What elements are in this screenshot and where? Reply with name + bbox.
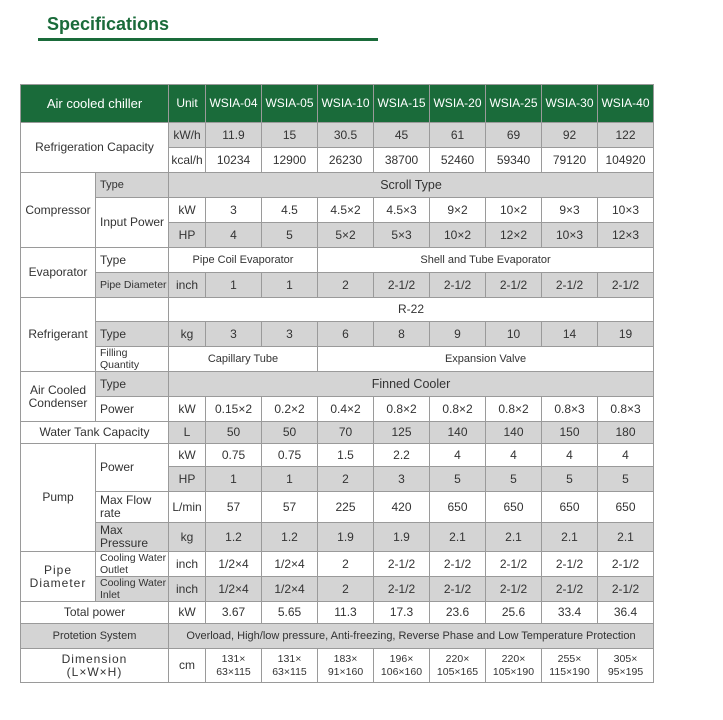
value-cell: 12×3 [598,223,654,248]
table-row [21,322,654,347]
value-cell: 30.5 [318,123,374,148]
value-cell: 2-1/2 [374,273,430,298]
table-row [21,552,654,577]
total-power-label: Total power [21,602,169,624]
value-cell: 69 [486,123,542,148]
value-cell: 10×2 [430,223,486,248]
value-cell: 5 [598,467,654,492]
value-cell: 50 [206,422,262,444]
filling-quantity-label: Filling Quantity [96,347,169,372]
unit-cell: kW [169,198,206,223]
unit-cell: inch [169,273,206,298]
value-cell: 650 [598,492,654,523]
value-cell: 1/2×4 [262,552,318,577]
model-header: WSIA-25 [486,85,542,123]
value-cell: 2.1 [486,523,542,552]
value-cell: 50 [262,422,318,444]
unit-cell: kW [169,444,206,467]
value-cell: 5×3 [374,223,430,248]
compressor-type-label: Type [96,173,169,198]
value-cell: 2-1/2 [542,273,598,298]
unit-cell: HP [169,467,206,492]
value-cell: 1/2×4 [206,577,262,602]
value-cell: 11.3 [318,602,374,624]
evaporator-type-b: Shell and Tube Evaporator [318,248,654,273]
condenser-label: Air Cooled Condenser [21,372,96,422]
value-cell: 225 [318,492,374,523]
value-cell: 131× 63×115 [206,649,262,683]
protection-label: Protetion System [21,624,169,649]
table-row [21,444,654,467]
value-cell: 2-1/2 [598,552,654,577]
value-cell: 1 [262,467,318,492]
value-cell: 8 [374,322,430,347]
value-cell: 150 [542,422,598,444]
table-row [21,298,654,322]
unit-cell: inch [169,552,206,577]
value-cell: 1/2×4 [206,552,262,577]
value-cell: 0.8×2 [430,397,486,422]
evaporator-type-label: Type [96,248,169,273]
value-cell: 0.4×2 [318,397,374,422]
protection-value: Overload, High/low pressure, Anti-freezing, Reverse Phase and Low Temperature Protection [169,624,654,649]
value-cell: 5×2 [318,223,374,248]
table-row [21,649,654,683]
value-cell: 12900 [262,148,318,173]
value-cell: 2-1/2 [374,577,430,602]
table-row [21,577,654,602]
unit-cell: kW [169,602,206,624]
value-cell: 305× 95×195 [598,649,654,683]
value-cell: 2-1/2 [486,273,542,298]
value-cell: 1.9 [318,523,374,552]
value-cell: 196× 106×160 [374,649,430,683]
value-cell: 2-1/2 [542,552,598,577]
unit-cell: kcal/h [169,148,206,173]
table-row [21,347,654,372]
value-cell: 15 [262,123,318,148]
value-cell: 4.5 [262,198,318,223]
value-cell: 26230 [318,148,374,173]
unit-cell: kW [169,397,206,422]
value-cell: 1/2×4 [262,577,318,602]
value-cell: 4.5×2 [318,198,374,223]
value-cell: 220× 105×190 [486,649,542,683]
value-cell: 5.65 [262,602,318,624]
value-cell: 650 [542,492,598,523]
value-cell: 2-1/2 [598,577,654,602]
filling-a: Capillary Tube [169,347,318,372]
model-header: WSIA-20 [430,85,486,123]
value-cell: 33.4 [542,602,598,624]
unit-cell: HP [169,223,206,248]
value-cell: 92 [542,123,598,148]
value-cell: 9×2 [430,198,486,223]
value-cell: 220× 105×165 [430,649,486,683]
evaporator-pipe-diameter-label: Pipe Diameter [96,273,169,298]
cooling-water-outlet-label: Cooling Water Outlet [96,552,169,577]
dimension-label: Dimension (L×W×H) [21,649,169,683]
value-cell: 0.8×3 [542,397,598,422]
unit-cell: L/min [169,492,206,523]
table-row [21,624,654,649]
value-cell: 2 [318,273,374,298]
evaporator-label: Evaporator [21,248,96,298]
condenser-power-label: Power [96,397,169,422]
value-cell: 57 [206,492,262,523]
value-cell: 2.1 [598,523,654,552]
value-cell: 2-1/2 [542,577,598,602]
value-cell: 19 [598,322,654,347]
value-cell: 14 [542,322,598,347]
value-cell: 0.8×2 [486,397,542,422]
value-cell: 2.1 [542,523,598,552]
table-row [21,397,654,422]
pump-pressure-label: Max Pressure [96,523,169,552]
compressor-type-value: Scroll Type [169,173,654,198]
value-cell: 180 [598,422,654,444]
value-cell: 1 [206,467,262,492]
refrigerant-type-label: Type [96,322,169,347]
value-cell: 10×2 [486,198,542,223]
value-cell: 140 [486,422,542,444]
value-cell: 3.67 [206,602,262,624]
value-cell: 5 [486,467,542,492]
table-row [21,492,654,523]
value-cell: 3 [206,198,262,223]
value-cell: 2.1 [430,523,486,552]
value-cell: 2 [318,577,374,602]
header-label: Air cooled chiller [21,85,169,123]
condenser-type-label: Type [96,372,169,397]
value-cell: 104920 [598,148,654,173]
header-unit: Unit [169,85,206,123]
value-cell: 57 [262,492,318,523]
evaporator-type-a: Pipe Coil Evaporator [169,248,318,273]
value-cell: 45 [374,123,430,148]
value-cell: 4 [486,444,542,467]
value-cell: 10×3 [598,198,654,223]
value-cell: 17.3 [374,602,430,624]
value-cell: 4.5×3 [374,198,430,223]
value-cell: 0.8×2 [374,397,430,422]
value-cell: 125 [374,422,430,444]
water-tank-label: Water Tank Capacity [21,422,169,444]
table-row [21,523,654,552]
unit-cell: kg [169,523,206,552]
value-cell: 1 [262,273,318,298]
pump-label: Pump [21,444,96,552]
value-cell: 1.9 [374,523,430,552]
value-cell: 1.2 [262,523,318,552]
value-cell: 2-1/2 [374,552,430,577]
filling-b: Expansion Valve [318,347,654,372]
value-cell: 38700 [374,148,430,173]
table-row [21,248,654,273]
value-cell: 0.8×3 [598,397,654,422]
value-cell: 23.6 [430,602,486,624]
specifications-table [20,84,654,683]
value-cell: 25.6 [486,602,542,624]
compressor-label: Compressor [21,173,96,248]
value-cell: 1.5 [318,444,374,467]
title-underline [38,38,378,41]
value-cell: 4 [542,444,598,467]
value-cell: 5 [430,467,486,492]
table-row [21,273,654,298]
value-cell: 0.75 [206,444,262,467]
value-cell: 61 [430,123,486,148]
value-cell: 183× 91×160 [318,649,374,683]
value-cell: 10234 [206,148,262,173]
table-row [21,372,654,397]
table-row [21,173,654,198]
pump-power-label: Power [96,444,169,492]
pump-flow-label: Max Flow rate [96,492,169,523]
value-cell: 12×2 [486,223,542,248]
value-cell: 10 [486,322,542,347]
value-cell: 6 [318,322,374,347]
value-cell: 3 [374,467,430,492]
value-cell: 59340 [486,148,542,173]
value-cell: 3 [206,322,262,347]
value-cell: 255× 115×190 [542,649,598,683]
value-cell: 3 [262,322,318,347]
model-header: WSIA-10 [318,85,374,123]
value-cell: 52460 [430,148,486,173]
value-cell: 11.9 [206,123,262,148]
table-row [21,602,654,624]
unit-cell: L [169,422,206,444]
value-cell: 650 [486,492,542,523]
value-cell: 4 [206,223,262,248]
value-cell: 79120 [542,148,598,173]
model-header: WSIA-40 [598,85,654,123]
model-header: WSIA-30 [542,85,598,123]
page-title: Specifications [47,14,170,34]
table-header-row [21,85,654,123]
model-header: WSIA-05 [262,85,318,123]
value-cell: 650 [430,492,486,523]
value-cell: 131× 63×115 [262,649,318,683]
table-row [21,422,654,444]
value-cell: 4 [430,444,486,467]
value-cell: 0.2×2 [262,397,318,422]
value-cell: 122 [598,123,654,148]
unit-cell: kg [169,322,206,347]
value-cell: 10×3 [542,223,598,248]
value-cell: 140 [430,422,486,444]
value-cell: 0.15×2 [206,397,262,422]
refrigerant-label: Refrigerant [21,298,96,372]
value-cell: 2-1/2 [598,273,654,298]
model-header: WSIA-04 [206,85,262,123]
refrigeration-capacity-label: Refrigeration Capacity [21,123,169,173]
value-cell: 5 [542,467,598,492]
value-cell: 2.2 [374,444,430,467]
table-row [21,198,654,223]
value-cell: 2-1/2 [486,577,542,602]
compressor-input-power-label: Input Power [96,198,169,248]
value-cell: 5 [262,223,318,248]
model-header: WSIA-15 [374,85,430,123]
value-cell: 2 [318,467,374,492]
value-cell: 1.2 [206,523,262,552]
value-cell: 36.4 [598,602,654,624]
value-cell: 4 [598,444,654,467]
pipe-diameter-label: Pipe Diameter [21,552,96,602]
value-cell: 2-1/2 [430,552,486,577]
value-cell: 2-1/2 [430,273,486,298]
value-cell: 1 [206,273,262,298]
value-cell: 9×3 [542,198,598,223]
unit-cell: cm [169,649,206,683]
unit-cell: inch [169,577,206,602]
table-row [21,123,654,148]
value-cell: 2 [318,552,374,577]
cooling-water-inlet-label: Cooling Water Inlet [96,577,169,602]
value-cell: 70 [318,422,374,444]
value-cell: 420 [374,492,430,523]
condenser-type-value: Finned Cooler [169,372,654,397]
value-cell: 9 [430,322,486,347]
value-cell: 0.75 [262,444,318,467]
refrigerant-name: R-22 [169,298,654,322]
value-cell: 2-1/2 [486,552,542,577]
unit-cell: kW/h [169,123,206,148]
value-cell: 2-1/2 [430,577,486,602]
